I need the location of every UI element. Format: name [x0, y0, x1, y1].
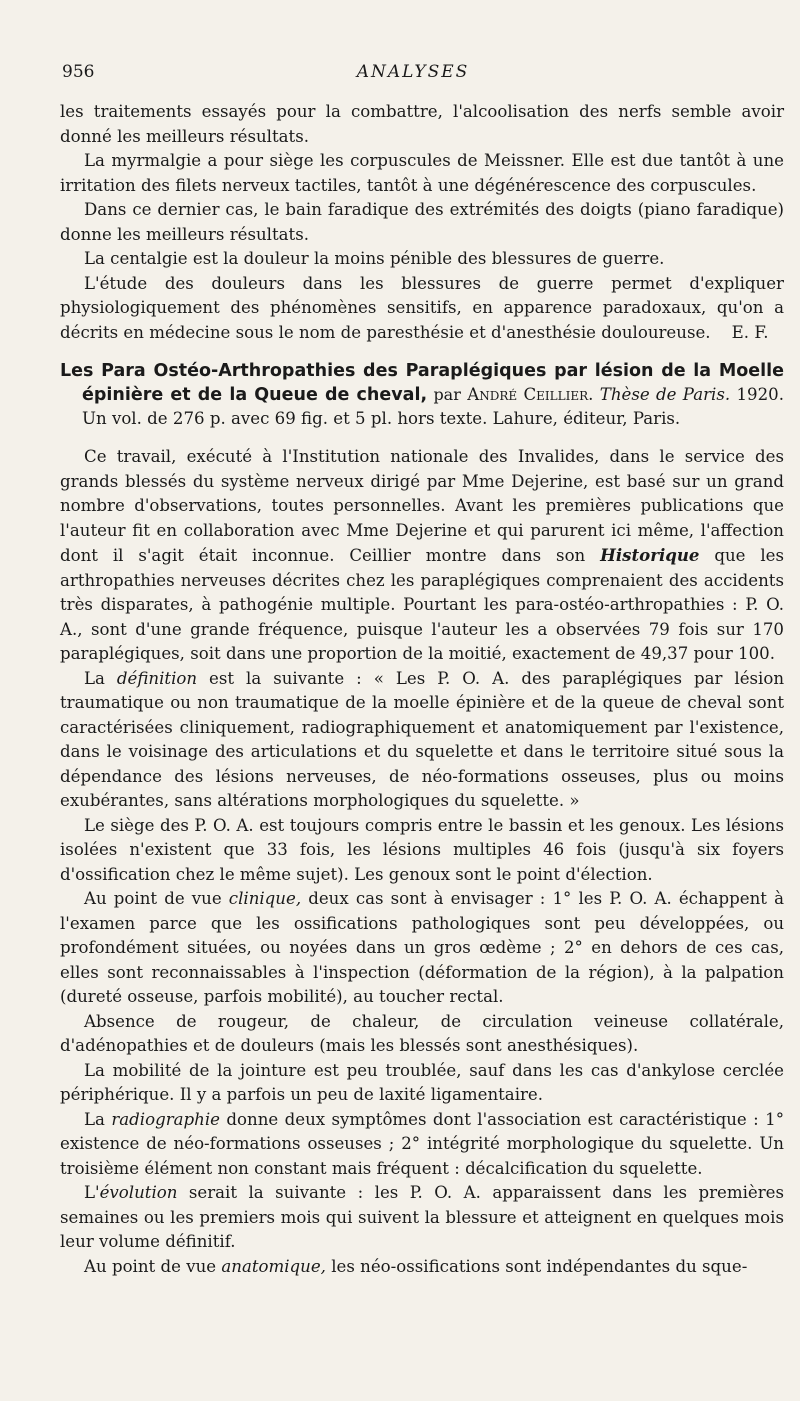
entry-these: Thèse de Paris. [599, 385, 731, 404]
text-span: donne deux symptômes dont l'association est caractéristique : 1° existence de néo-formations osseuses ; 2° intégrité morphologique du squelette. Un troisième élément non constant mais fréquent : décalcification du squelette. [60, 1109, 785, 1178]
paragraph: La mobilité de la jointure est peu troublée, sauf dans les cas d'ankylose cerclée périphérique. Il y a parfois un peu de laxité ligamentaire. [60, 1060, 784, 1104]
text-span: L' [84, 1183, 100, 1202]
entry-details: 1920. Un vol. de 276 p. avec 69 fig. et 5 pl. hors texte. Lahure, éditeur, Paris. [82, 385, 784, 428]
text-span: Ce travail, exécuté à l'Institution nationale des Invalides, dans le service des grands blessés du système nerveux dirigé par Mme Dejerine, est basé sur un grand nombre d'observations, toutes personnelles. Avant les premières publications que l'auteur fit en collaboration avec Mme Dejerine et qui parurent ici même, l'affection dont il s'agit était inconnue. Ceillier montre dans son [60, 447, 784, 565]
paragraph [60, 887, 784, 1010]
text-span: La [84, 1109, 112, 1129]
historique-emphasis: Historique [600, 545, 700, 565]
text-span: deux cas sont à envisager : 1° les P. O. A. échappent à l'examen parce que les ossifications pathologiques sont peu développées, ou profondément situées, ou noyées dans un gros œdème ; 2° en dehors de ces cas, elles sont reconnaissables à l'inspection (déformation de la région), à la palpation (dureté osseuse, parfois mobilité), au toucher rectal. [60, 889, 784, 1006]
text-span: La [84, 668, 117, 688]
text-span: Au point de vue [84, 889, 229, 908]
paragraph: La centalgie est la douleur la moins pénible des blessures de guerre. [84, 249, 665, 268]
text-span: Au point de vue [84, 1256, 222, 1276]
page-body [60, 100, 784, 1279]
paragraph [60, 1181, 784, 1255]
paragraph: La myrmalgie a pour siège les corpuscules de Meissner. Elle est due tantôt à une irritation des filets nerveux tactiles, tantôt à une dégénérescence des corpuscules. [60, 151, 784, 195]
paragraph [60, 1108, 784, 1182]
radiographie-emphasis: radiographie [111, 1109, 220, 1129]
evolution-emphasis: évolution [99, 1183, 178, 1202]
entry-par: par [433, 385, 461, 404]
running-title: ANALYSES [356, 62, 470, 82]
paragraph: Dans ce dernier cas, le bain faradique des extrémités des doigts (piano faradique) donne les meilleurs résultats. [60, 200, 784, 244]
text-span: serait la suivante : les P. O. A. apparaissent dans les premières semaines ou les premiers mois qui suivent la blessure et atteignent en quelques mois leur volume définitif. [60, 1183, 784, 1251]
paragraph [60, 272, 784, 346]
paragraph: Absence de rougeur, de chaleur, de circulation veineuse collatérale, d'adénopathies et de douleurs (mais les blessés sont anesthésiques). [60, 1011, 784, 1055]
page-number: 956 [62, 62, 95, 82]
paragraph [60, 667, 784, 814]
bibliographic-entry [60, 359, 784, 431]
paragraph: Le siège des P. O. A. est toujours compris entre le bassin et les genoux. Les lésions isolées n'existent que 33 fois, les lésions multiples 46 fois (jusqu'à six foyers d'ossification chez le même sujet). Les genoux sont le point d'élection. [60, 815, 784, 884]
entry-author: André Ceillier. [467, 385, 594, 404]
text-span: est la suivante : « Les P. O. A. des paraplégiques par lésion traumatique ou non traumatique de la moelle épinière et de la queue de cheval sont caractérisées cliniquement, radiographiquement et anatomiquement par l'existence, dans le voisinage des articulations et du squelette et dans le territoire situé sous la dépendance des lésions nerveuses, de néo-formations osseuses, plus ou moins exubérantes, sans altérations morphologiques du squelette. » [60, 668, 785, 810]
paragraph: les traitements essayés pour la combattre, l'alcoolisation des nerfs semble avoir donné les meilleurs résultats. [60, 102, 784, 146]
text-span: que les arthropathies nerveuses décrites chez les paraplégiques comprenaient des accidents très disparates, à pathogénie multiple. Pourtant les para-ostéo-arthropathies : P. O. A., sont d'une grande fréquence, puisque l'auteur les a observées 79 fois sur 170 paraplégiques, soit dans une proportion de la moitié, exactement de 49,37 pour 100. [60, 546, 785, 663]
clinique-emphasis: clinique, [228, 889, 302, 908]
signature: E. F. [731, 322, 769, 342]
paragraph-text: L'étude des douleurs dans les blessures de guerre permet d'expliquer physiologiquement des phénomènes sensitifs, en apparence paradoxaux, qu'on a décrits en médecine sous le nom de paresthésie et d'anesthésie douloureuse. [60, 273, 784, 342]
page-header [62, 62, 764, 86]
paragraph [60, 1255, 784, 1280]
text-span: les néo-ossifications sont indépendantes du sque- [325, 1256, 748, 1276]
definition-emphasis: définition [116, 668, 198, 688]
paragraph [60, 445, 784, 667]
anatomique-emphasis: anatomique, [221, 1256, 326, 1276]
entry-title: Les Para Ostéo-Arthropathies des Paraplégiques par lésion de la Moelle épinière et de la Queue de cheval, [60, 361, 784, 405]
